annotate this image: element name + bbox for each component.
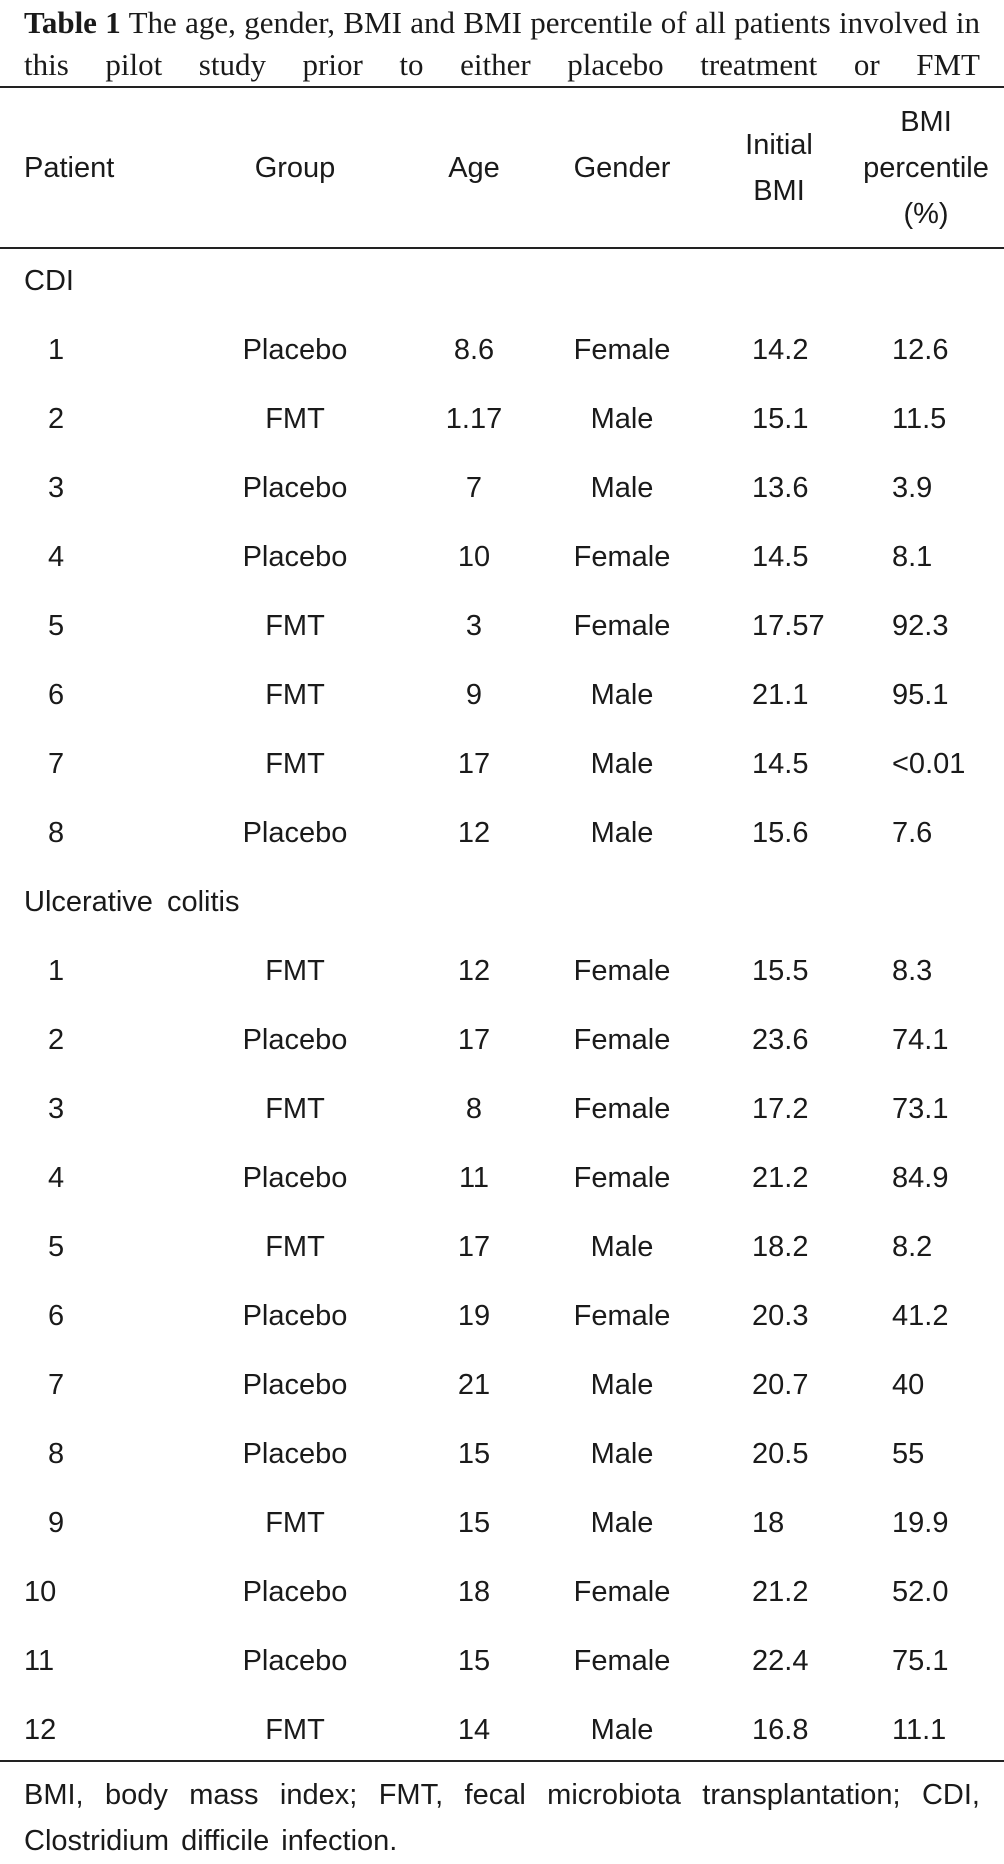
cell-gender: Female [573, 610, 671, 642]
cell-bmi-percentile: 40 [892, 1369, 925, 1401]
header-bmi-percentile-line3: (%) [903, 197, 949, 230]
cell-bmi-percentile: 8.1 [892, 541, 933, 573]
cell-group: FMT [265, 1093, 325, 1125]
header-bmi-percentile [848, 88, 1004, 247]
table-row [0, 1489, 1004, 1558]
cell-age: 18 [457, 1576, 491, 1608]
cell-gender: Female [573, 334, 671, 366]
cell-initial-bmi: 14.2 [752, 334, 809, 366]
cell-gender: Male [590, 1714, 654, 1746]
cell-initial-bmi: 20.7 [752, 1369, 809, 1401]
table-figure [0, 0, 1004, 86]
cell-age: 17 [457, 748, 491, 780]
bottom-rule [0, 1760, 1004, 1762]
table-row [0, 937, 1004, 1006]
header-row [0, 88, 1004, 247]
cell-gender: Female [573, 1576, 671, 1608]
table-row [0, 523, 1004, 592]
cell-group: Placebo [242, 1024, 348, 1056]
cell-group: Placebo [242, 1576, 348, 1608]
cell-age: 11 [458, 1162, 490, 1194]
cell-patient: 6 [48, 1300, 65, 1332]
cell-group: Placebo [242, 334, 348, 366]
table-row [0, 799, 1004, 868]
cell-bmi-percentile: 3.9 [892, 472, 933, 504]
cell-initial-bmi: 18 [752, 1507, 785, 1539]
header-patient: Patient [24, 151, 115, 184]
cell-bmi-percentile: 11.1 [892, 1714, 947, 1746]
cell-initial-bmi: 14.5 [752, 748, 809, 780]
table-row [0, 1696, 1004, 1765]
cell-gender: Female [573, 1024, 671, 1056]
cell-bmi-percentile: 8.2 [892, 1231, 933, 1263]
cell-group: Placebo [242, 1369, 348, 1401]
caption-label: Table 1 [24, 5, 121, 40]
cell-group: FMT [265, 1507, 325, 1539]
section-label: CDI [24, 265, 74, 297]
cell-group: Placebo [242, 1438, 348, 1470]
cell-patient: 4 [48, 541, 65, 573]
table-row [0, 1282, 1004, 1351]
header-initial-bmi-line1: Initial [745, 128, 813, 161]
cell-gender: Male [590, 1438, 654, 1470]
cell-age: 14 [457, 1714, 491, 1746]
cell-patient: 7 [48, 748, 65, 780]
cell-age: 9 [465, 679, 483, 711]
table-row [0, 385, 1004, 454]
cell-initial-bmi: 20.5 [752, 1438, 809, 1470]
cell-patient: 1 [48, 334, 65, 366]
cell-patient: 1 [48, 955, 65, 987]
cell-group: FMT [265, 1231, 325, 1263]
cell-group: FMT [265, 748, 325, 780]
cell-gender: Female [573, 1093, 671, 1125]
table-row [0, 730, 1004, 799]
cell-gender: Male [590, 1507, 654, 1539]
table-row [0, 592, 1004, 661]
cell-initial-bmi: 22.4 [752, 1645, 809, 1677]
cell-bmi-percentile: 52.0 [892, 1576, 949, 1608]
cell-age: 12 [457, 817, 491, 849]
table-row [0, 1627, 1004, 1696]
cell-group: FMT [265, 610, 325, 642]
cell-patient: 9 [48, 1507, 65, 1539]
cell-patient: 10 [24, 1576, 57, 1608]
cell-patient: 11 [24, 1645, 55, 1677]
cell-age: 7 [465, 472, 483, 504]
cell-group: Placebo [242, 1162, 348, 1194]
cell-initial-bmi: 14.5 [752, 541, 809, 573]
cell-gender: Male [590, 1231, 654, 1263]
section-row [0, 247, 1004, 316]
cell-age: 17 [457, 1231, 491, 1263]
cell-gender: Female [573, 1645, 671, 1677]
cell-patient: 5 [48, 1231, 65, 1263]
caption-text: The age, gender, BMI and BMI percentile of all patients involved in this pilot study prior to either placebo treatment or FMT [24, 5, 980, 82]
table-row [0, 1213, 1004, 1282]
cell-bmi-percentile: 12.6 [892, 334, 949, 366]
cell-group: FMT [265, 679, 325, 711]
header-age: Age [448, 151, 500, 184]
cell-patient: 3 [48, 472, 65, 504]
cell-patient: 2 [48, 1024, 65, 1056]
header-rule [0, 247, 1004, 249]
header-group: Group [254, 151, 336, 184]
table-footnote: BMI, body mass index; FMT, fecal microbiota transplantation; CDI, Clostridium difficile infection. [24, 1779, 980, 1857]
cell-bmi-percentile: 84.9 [892, 1162, 949, 1194]
cell-gender: Female [573, 955, 671, 987]
header-bmi-percentile-line1: BMI [900, 105, 952, 138]
cell-gender: Male [590, 679, 654, 711]
table-row [0, 454, 1004, 523]
cell-initial-bmi: 17.2 [752, 1093, 809, 1125]
table-caption [0, 0, 1004, 86]
data-table [0, 88, 1004, 1765]
cell-age: 12 [457, 955, 491, 987]
cell-age: 10 [457, 541, 491, 573]
cell-initial-bmi: 18.2 [752, 1231, 809, 1263]
cell-age: 19 [457, 1300, 491, 1332]
cell-gender: Male [590, 472, 654, 504]
cell-initial-bmi: 23.6 [752, 1024, 809, 1056]
cell-initial-bmi: 21.2 [752, 1576, 809, 1608]
header-gender: Gender [573, 151, 671, 184]
cell-patient: 5 [48, 610, 65, 642]
cell-bmi-percentile: 11.5 [892, 403, 947, 435]
cell-age: 21 [457, 1369, 491, 1401]
cell-patient: 8 [48, 1438, 65, 1470]
section-label: Ulcerative colitis [24, 886, 240, 918]
cell-bmi-percentile: 7.6 [892, 817, 933, 849]
table-row [0, 1144, 1004, 1213]
cell-gender: Male [590, 748, 654, 780]
cell-age: 1.17 [445, 403, 503, 435]
cell-initial-bmi: 13.6 [752, 472, 809, 504]
cell-initial-bmi: 17.57 [752, 610, 825, 642]
cell-initial-bmi: 15.5 [752, 955, 809, 987]
cell-patient: 8 [48, 817, 65, 849]
cell-gender: Female [573, 1162, 671, 1194]
cell-bmi-percentile: 92.3 [892, 610, 949, 642]
cell-patient: 3 [48, 1093, 65, 1125]
cell-age: 15 [457, 1507, 491, 1539]
cell-gender: Female [573, 541, 671, 573]
cell-bmi-percentile: 55 [892, 1438, 925, 1470]
cell-bmi-percentile: 19.9 [892, 1507, 949, 1539]
cell-patient: 6 [48, 679, 65, 711]
cell-group: Placebo [242, 472, 348, 504]
table-row [0, 316, 1004, 385]
cell-bmi-percentile: 41.2 [892, 1300, 949, 1332]
cell-group: FMT [265, 403, 325, 435]
cell-age: 3 [465, 610, 483, 642]
table-row [0, 1420, 1004, 1489]
header-bmi-percentile-line2: percentile [863, 151, 989, 184]
cell-initial-bmi: 20.3 [752, 1300, 809, 1332]
header-initial-bmi-line2: BMI [753, 174, 805, 207]
cell-initial-bmi: 21.1 [752, 679, 809, 711]
cell-group: Placebo [242, 541, 348, 573]
cell-bmi-percentile: 75.1 [892, 1645, 949, 1677]
table-row [0, 1075, 1004, 1144]
table-body [0, 247, 1004, 1765]
cell-age: 8.6 [453, 334, 495, 366]
cell-initial-bmi: 16.8 [752, 1714, 809, 1746]
table-header [0, 88, 1004, 247]
cell-patient: 2 [48, 403, 65, 435]
cell-group: Placebo [242, 1645, 348, 1677]
cell-bmi-percentile: <0.01 [892, 748, 966, 780]
cell-patient: 12 [24, 1714, 57, 1746]
cell-initial-bmi: 21.2 [752, 1162, 809, 1194]
cell-age: 17 [457, 1024, 491, 1056]
cell-bmi-percentile: 73.1 [892, 1093, 949, 1125]
cell-group: Placebo [242, 817, 348, 849]
cell-bmi-percentile: 74.1 [892, 1024, 949, 1056]
cell-age: 15 [457, 1645, 491, 1677]
header-initial-bmi [710, 88, 848, 247]
cell-patient: 7 [48, 1369, 65, 1401]
cell-bmi-percentile: 8.3 [892, 955, 933, 987]
cell-gender: Male [590, 1369, 654, 1401]
cell-group: FMT [265, 1714, 325, 1746]
cell-gender: Male [590, 817, 654, 849]
table-row [0, 1558, 1004, 1627]
cell-initial-bmi: 15.1 [752, 403, 809, 435]
cell-age: 15 [457, 1438, 491, 1470]
cell-group: Placebo [242, 1300, 348, 1332]
cell-age: 8 [465, 1093, 483, 1125]
table-row [0, 1006, 1004, 1075]
cell-bmi-percentile: 95.1 [892, 679, 949, 711]
table-row [0, 1351, 1004, 1420]
cell-gender: Male [590, 403, 654, 435]
cell-group: FMT [265, 955, 325, 987]
table-row [0, 661, 1004, 730]
cell-patient: 4 [48, 1162, 65, 1194]
section-row [0, 868, 1004, 937]
cell-gender: Female [573, 1300, 671, 1332]
cell-initial-bmi: 15.6 [752, 817, 809, 849]
